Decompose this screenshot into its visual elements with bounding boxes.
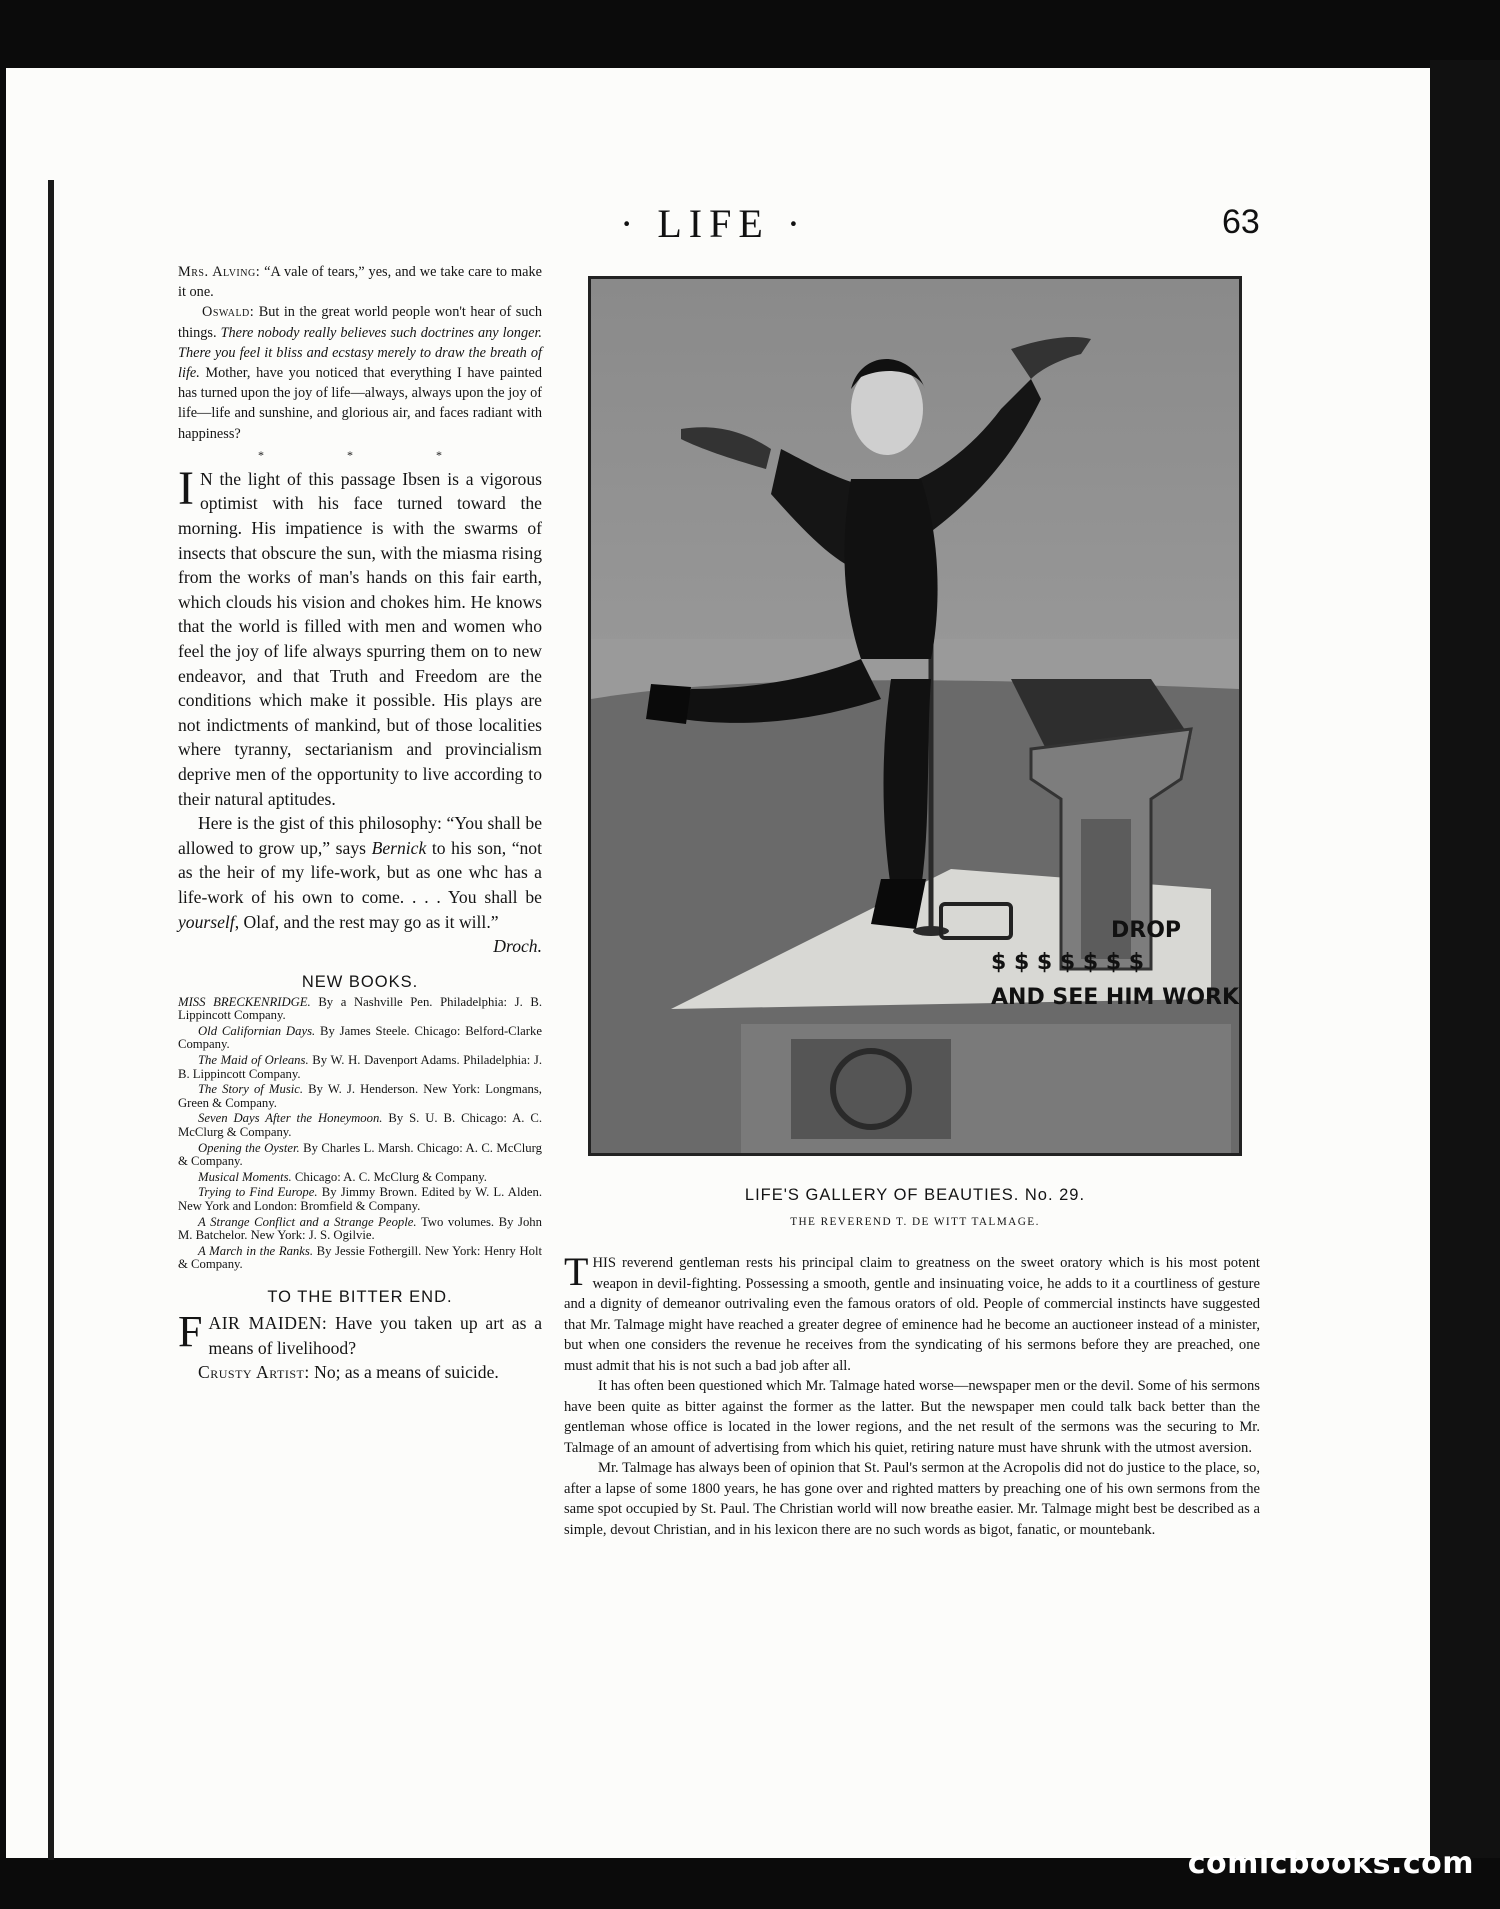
speaker: Oswald:	[202, 304, 255, 321]
book-details: By Jessie Fothergill. New York: Henry Holt & Company.	[178, 1243, 542, 1272]
book-details: By Jimmy Brown. Edited by W. L. Alden. New York and London: Bromfield & Company.	[178, 1185, 542, 1214]
drop-cap: I	[178, 461, 194, 515]
book-entry	[178, 1054, 542, 1081]
essay-paragraph	[178, 811, 542, 934]
section-separator: * * *	[258, 447, 482, 462]
book-entry	[178, 1216, 542, 1243]
essay-body	[178, 461, 542, 959]
torso-coat	[844, 479, 937, 659]
book-entry	[178, 1112, 542, 1139]
book-details: By James Steele. Chicago: Belford-Clarke Company.	[178, 1023, 542, 1052]
page-binding-edge	[48, 180, 54, 1860]
book-title: Trying to Find Europe.	[198, 1185, 318, 1200]
book-entry	[178, 996, 542, 1023]
book-title: The Story of Music.	[198, 1082, 304, 1097]
dialogue-text: “A vale of tears,” yes, and we take care to make it one.	[178, 264, 542, 301]
dialogue-line	[178, 302, 542, 443]
author-signature: Droch.	[493, 936, 542, 957]
book-entry	[178, 1025, 542, 1052]
masthead-title: · LIFE ·	[620, 201, 808, 246]
left-shoe	[646, 684, 691, 724]
dialogue-italic: There nobody really believes such doctrines any longer. There you feel it bliss and ecstasy merely to draw the breath of life.	[178, 324, 542, 382]
book-details: Chicago: A. C. McClurg & Company.	[291, 1169, 487, 1184]
scan-top-border	[0, 0, 1500, 70]
book-entry	[178, 1186, 542, 1213]
book-details: Two volumes. By John M. Batchelor. New York: J. S. Ogilvie.	[178, 1214, 542, 1243]
speaker: Mrs. Alving:	[178, 264, 261, 280]
bitter-end-heading: TO THE BITTER END.	[267, 1287, 453, 1306]
book-details: By a Nashville Pen. Philadelphia: J. B. Lippincott Company.	[178, 994, 542, 1023]
book-title: A March in the Ranks.	[198, 1243, 314, 1258]
bitter-end-joke	[178, 1306, 543, 1385]
book-title: The Maid of Orleans.	[198, 1053, 309, 1068]
head	[851, 363, 923, 455]
character-name: Bernick	[371, 837, 427, 858]
joke-text: No; as a means of suicide.	[309, 1362, 499, 1383]
book-title: MISS BRECKENRIDGE.	[178, 994, 311, 1009]
book-title: Old Californian Days.	[198, 1023, 316, 1038]
emphasis: yourself	[178, 911, 235, 932]
book-entry	[178, 1142, 542, 1169]
speaker: AIR MAIDEN:	[208, 1312, 328, 1333]
talmage-illustration	[588, 276, 1242, 1156]
drop-cap: T	[564, 1249, 589, 1294]
essay-paragraph	[178, 461, 542, 811]
joke-line	[178, 1306, 543, 1360]
dialogue-text: Mother, have you noticed that everything I have painted has turned upon the joy of life—always, always upon the joy of life—life and sunshine, and glorious air, and faces radiant with happiness?	[178, 365, 542, 442]
sign-dollars-text: $ $ $ $ $ $ $	[991, 950, 1145, 975]
book-details: By Charles L. Marsh. Chicago: A. C. McClurg & Company.	[178, 1140, 542, 1169]
ibsen-dialogue	[178, 262, 542, 444]
standing-leg	[884, 679, 932, 889]
dialogue-text: But in the great world people won't hear of such things.	[178, 304, 542, 341]
joke-text: Have you taken up art as a means of livelihood?	[208, 1312, 543, 1358]
essay-text: , Olaf, and the rest may go as it will.”	[234, 911, 499, 932]
book-details: By S. U. B. Chicago: A. C. McClurg & Company.	[178, 1111, 542, 1140]
essay-text: N the light of this passage Ibsen is a vigorous optimist with his face turned toward the morning. His impatience is with the swarms of insects that obscure the sun, with the miasma rising from the works of man's hands on this fair earth, which clouds his vision and chokes him. He knows that the world is filled with men and women who feel the joy of life always spurring them on to new endeavor, and that Truth and Freedom are the conditions which make it possible. His plays are not indictments of mankind, but of those localities where tyranny, sectarianism and provincialism deprive men of the opportunity to live according to their natural aptitudes.	[178, 468, 542, 809]
article-paragraph	[564, 1249, 1260, 1376]
gallery-article	[564, 1249, 1260, 1540]
sign-drop-text: DROP	[1111, 918, 1182, 943]
sign-see-him-work-text: AND SEE HIM WORK	[991, 985, 1239, 1010]
essay-text: Here is the gist of this philosophy: “You shall be allowed to grow up,” says	[178, 813, 542, 858]
book-details: By W. H. Davenport Adams. Philadelphia: J. B. Lippincott Company.	[178, 1053, 542, 1081]
new-books-heading: NEW BOOKS.	[301, 972, 419, 991]
joke-line	[178, 1360, 542, 1385]
article-paragraph: Mr. Talmage has always been of opinion that St. Paul's sermon at the Acropolis did not do justice to the place, so, after a lapse of some 1800 years, he has gone over and righted matters by preaching one of his own sermons from the same spot occupied by St. Paul. The Christian world will now breathe easier. Mr. Talmage might best be described as a simple, devout Christian, and in his lexicon there are no such words as bigot, fanatic, or mountebank.	[564, 1460, 1260, 1538]
book-details: By W. J. Henderson. New York: Longmans, Green & Company.	[178, 1082, 542, 1110]
book-title: A Strange Conflict and a Strange People.	[198, 1214, 417, 1229]
speaker: Crusty Artist:	[198, 1362, 310, 1383]
left-column	[178, 262, 542, 1385]
article-text: HIS reverend gentleman rests his principal claim to greatness on the sweet oratory which is his most potent weapon in devil-fighting. Possessing a smooth, gentle and insinuating voice, he adds to it a courtliness of gesture and a dignity of demeanor outrivaling even the famous orators of old. People of commercial instincts have suggested that Mr. Talmage might have reached a greater degree of eminence had he become an auctioneer instead of a minister, but when one considers the revenue he receives from the syndicating of his sermons before they are preached, one must admit that his is not such a bad job after all.	[564, 1255, 1260, 1374]
book-title: Opening the Oyster.	[198, 1140, 300, 1155]
lamp-base	[913, 926, 949, 936]
gallery-title: LIFE'S GALLERY OF BEAUTIES. No. 29.	[744, 1186, 1086, 1204]
new-books-list	[178, 996, 542, 1272]
drop-cap: F	[178, 1306, 203, 1356]
scan-right-border	[1430, 60, 1500, 1909]
gallery-subtitle: THE REVEREND T. DE WITT TALMAGE.	[790, 1216, 1040, 1228]
site-watermark: comicbooks.com	[1187, 1846, 1474, 1881]
article-paragraph: It has often been questioned which Mr. Talmage hated worse—newspaper men or the devil. Some of his sermons have been quite as bitter against the former as the latter. But the newspaper men could talk back better than the gentleman whose office is located in the lower regions, and the net result of the sermons was the securing to Mr. Talmage of an amount of advertising from which his quiet, retiring nature must have shrunk with the utmost aversion.	[564, 1378, 1260, 1456]
dialogue-line	[178, 262, 542, 302]
book-entry	[178, 1083, 542, 1110]
illustration-drawing	[591, 279, 1239, 1153]
page-number: 63	[1222, 203, 1260, 241]
book-title: Seven Days After the Honeymoon.	[198, 1111, 383, 1126]
book-entry	[178, 1171, 542, 1185]
book-entry	[178, 1245, 542, 1272]
essay-text: to his son, “not as the heir of my life-work, but as one whc has a life-work of his own to come. . . . You shall be	[178, 837, 542, 907]
book-title: Musical Moments.	[198, 1169, 292, 1184]
